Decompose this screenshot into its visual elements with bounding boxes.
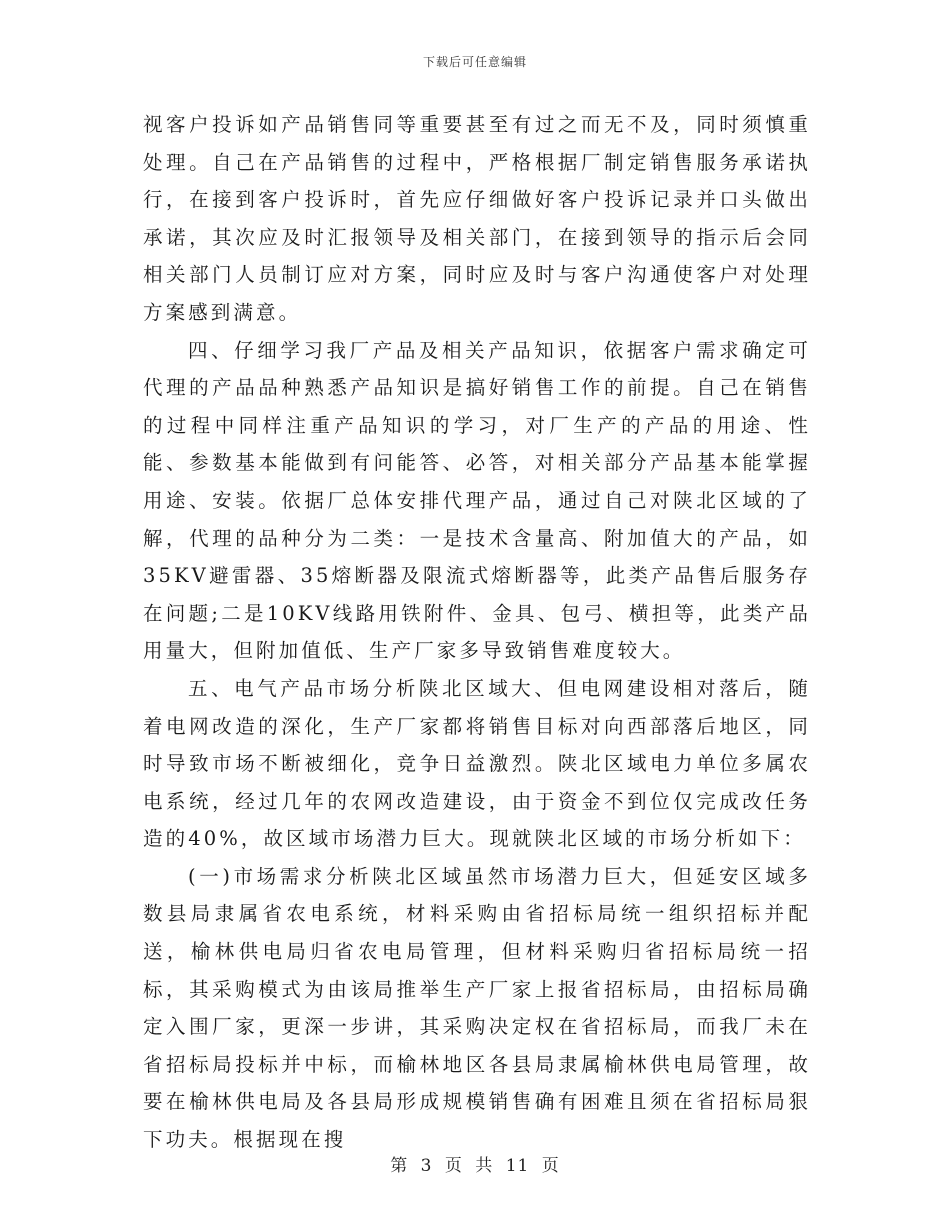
paragraph-market-demand: (一)市场需求分析陕北区域虽然市场潜力巨大，但延安区域多数县局隶属省农电系统，材料采购由省招标局统一组织招标并配送，榆林供电局归省农电局管理，但材料采购归省招标局统一招标，其采购模式为由该局推举生产厂家上报省招标局，由招标局确定入围厂家，更深一步讲，其采购决定权在省招标局，而我厂未在省招标局投标并中标，而榆林地区各县局隶属榆林供电局管理，故要在榆林供电局及各县局形成规模销售确有困难且须在省招标局狠下功夫。根据现在搜	[143, 864, 811, 1152]
page-header: 下载后可任意编辑	[422, 55, 527, 69]
paragraph-continuation: 视客户投诉如产品销售同等重要甚至有过之而无不及，同时须慎重处理。自己在产品销售的过程中，严格根据厂制定销售服务承诺执行，在接到客户投诉时，首先应仔细做好客户投诉记录并口头做出承诺，其次应及时汇报领导及相关部门，在接到领导的指示后会同相关部门人员制订应对方案，同时应及时与客户沟通使客户对处理方案感到满意。	[143, 113, 811, 324]
document-body	[143, 106, 811, 1159]
paragraph-section-five: 五、电气产品市场分析陕北区域大、但电网建设相对落后，随着电网改造的深化，生产厂家都将销售目标对向西部落后地区，同时导致市场不断被细化，竞争日益激烈。陕北区域电力单位多属农电系统，经过几年的农网改造建设，由于资金不到位仅完成改任务造的40%，故区域市场潜力巨大。现就陕北区域的市场分析如下：	[143, 676, 811, 851]
paragraph-section-four: 四、仔细学习我厂产品及相关产品知识，依据客户需求确定可代理的产品品种熟悉产品知识是搞好销售工作的前提。自己在销售的过程中同样注重产品知识的学习，对厂生产的产品的用途、性能、参数基本能做到有问能答、必答，对相关部分产品基本能掌握用途、安装。依据厂总体安排代理产品，通过自己对陕北区域的了解，代理的品种分为二类：一是技术含量高、附加值大的产品，如35KV避雷器、35熔断器及限流式熔断器等，此类产品售后服务存在问题;二是10KV线路用铁附件、金具、包弓、横担等，此类产品用量大，但附加值低、生产厂家多导致销售难度较大。	[143, 338, 811, 663]
page-number-footer: 第 3 页 共 11 页	[390, 1156, 560, 1176]
